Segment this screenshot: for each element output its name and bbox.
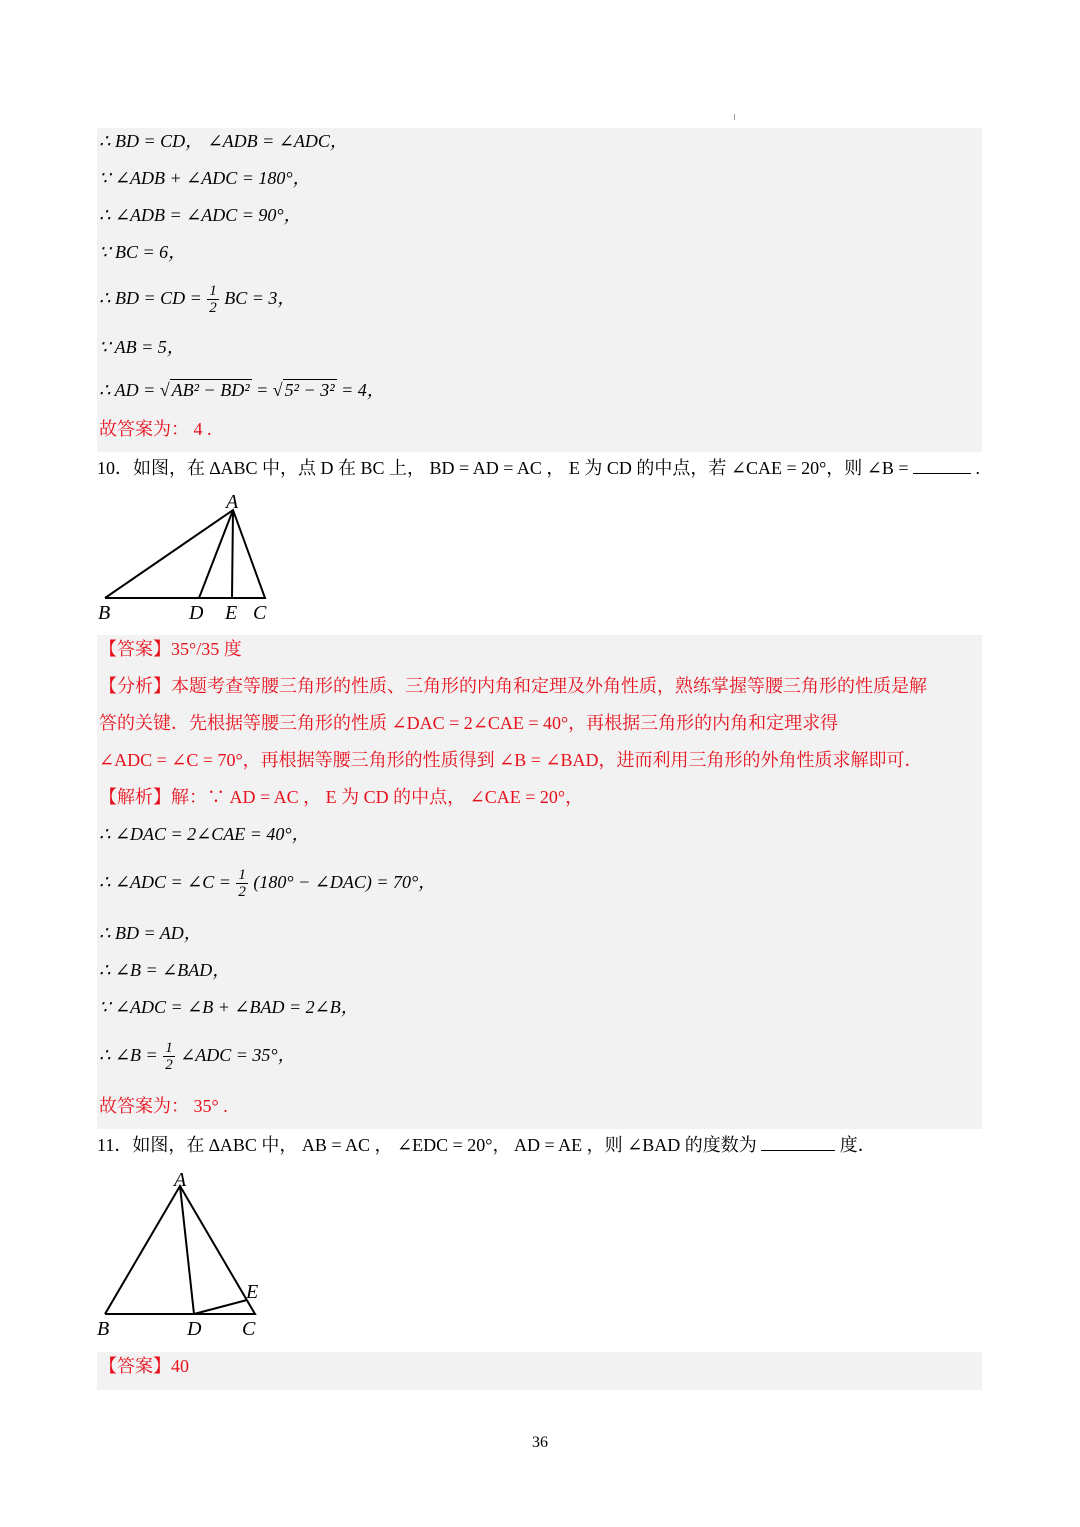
sol9-line-7: ∴ AD = √ AB² − BD² = √ 5² − 3² = 4， xyxy=(99,380,385,400)
analysis-tag: 【分析】 xyxy=(99,676,171,696)
step-2-lhs: ∴ ∠ADC = ∠C = xyxy=(99,872,231,892)
label-E: E xyxy=(246,1281,259,1303)
solution-tag: 【解析】 xyxy=(99,787,171,807)
label-E: E xyxy=(225,602,238,624)
fraction-numerator: 1 xyxy=(209,283,217,300)
sqrt-radicand-1: AB² − BD² xyxy=(171,380,250,400)
question-10-end: . xyxy=(975,458,981,478)
fraction-denominator: 2 xyxy=(209,300,217,317)
sol9-line-5-rhs: BC = 3， xyxy=(224,288,296,308)
sol9-line-4: ∵ BC = 6， xyxy=(99,242,187,262)
q10-analysis-line-2: 答的关键．先根据等腰三角形的性质 ∠DAC = 2∠CAE = 40°，再根据三角形的内角和定理求得 xyxy=(99,713,839,733)
label-B: B xyxy=(98,602,111,624)
page-number: 36 xyxy=(532,1434,548,1451)
fraction-numerator: 1 xyxy=(165,1040,173,1057)
label-A: A xyxy=(226,491,239,513)
fraction-numerator: 1 xyxy=(238,867,246,884)
question-10 xyxy=(97,454,980,480)
q10-step-6 xyxy=(99,1034,296,1076)
q10-answer xyxy=(99,637,242,661)
question-10-text: 10．如图，在 ∆ABC 中，点 D 在 BC 上， BD = AD = AC ， E 为 CD 的中点，若 ∠CAE = 20°，则 ∠B = xyxy=(97,458,909,478)
fraction-half xyxy=(163,1040,175,1073)
answer-blank xyxy=(761,1150,835,1151)
answer-tag: 【答案】 xyxy=(99,639,171,659)
question-11 xyxy=(97,1131,876,1157)
answer-blank xyxy=(913,473,971,474)
label-D: D xyxy=(189,602,204,624)
q10-step-3: ∴ BD = AD， xyxy=(99,923,202,943)
answer-block-11 xyxy=(97,1352,982,1390)
sol9-line-7-lhs: ∴ AD = xyxy=(99,380,156,400)
label-A: A xyxy=(174,1169,187,1191)
answer-value: 35°/35 度 xyxy=(171,639,242,659)
fraction-half xyxy=(207,283,219,316)
q10-step-1: ∴ ∠DAC = 2∠CAE = 40°， xyxy=(99,824,310,844)
question-11-text: 11．如图，在 ∆ABC 中， AB = AC ， ∠EDC = 20°， AD = AE ，则 ∠BAD 的度数为 xyxy=(97,1135,757,1155)
fraction-half xyxy=(236,867,248,900)
sol9-line-2: ∵ ∠ADB + ∠ADC = 180°， xyxy=(99,168,311,188)
sol9-answer: 故答案为： 4 . xyxy=(99,419,212,439)
q10-final-answer: 故答案为： 35° . xyxy=(99,1096,228,1116)
sol9-line-5 xyxy=(99,277,295,319)
answer-tag: 【答案】 xyxy=(99,1356,171,1376)
label-B: B xyxy=(97,1318,110,1340)
q10-analysis-line-3: ∠ADC = ∠C = 70°，再根据等腰三角形的性质得到 ∠B = ∠BAD，进而利用三角形的外角性质求解即可． xyxy=(99,750,923,770)
q10-analysis xyxy=(99,674,927,698)
q10-step-2 xyxy=(99,861,436,903)
sol9-line-7-end: = 4， xyxy=(341,380,385,400)
equals-sign: = xyxy=(256,380,269,400)
answer-value: 40 xyxy=(171,1356,189,1376)
q11-answer xyxy=(99,1354,189,1378)
label-C: C xyxy=(253,602,267,624)
label-C: C xyxy=(242,1318,256,1340)
solution-intro-text: 解：∵ AD = AC ， E 为 CD 的中点， ∠CAE = 20°， xyxy=(171,787,584,807)
figure-q11-triangle xyxy=(92,1164,272,1344)
figure-q10-triangle xyxy=(95,488,285,628)
step-2-rhs: (180° − ∠DAC) = 70°， xyxy=(253,872,437,892)
analysis-line-1: 本题考查等腰三角形的性质、三角形的内角和定理及外角性质，熟练掌握等腰三角形的性质是解 xyxy=(171,676,927,696)
sol9-line-5-lhs: ∴ BD = CD = xyxy=(99,288,202,308)
sqrt-radicand-2: 5² − 3² xyxy=(284,380,335,400)
header-mark xyxy=(734,114,735,120)
sol9-line-6: ∵ AB = 5， xyxy=(99,337,185,357)
q10-solution-intro xyxy=(99,785,583,809)
fraction-denominator: 2 xyxy=(238,884,246,901)
fraction-denominator: 2 xyxy=(165,1057,173,1074)
sol9-line-1: ∴ BD = CD， ∠ADB = ∠ADC， xyxy=(99,131,348,151)
question-11-end: 度． xyxy=(839,1135,876,1155)
step-6-lhs: ∴ ∠B = xyxy=(99,1045,158,1065)
step-6-rhs: ∠ADC = 35°， xyxy=(180,1045,296,1065)
q10-step-4: ∴ ∠B = ∠BAD， xyxy=(99,960,231,980)
label-D: D xyxy=(187,1318,202,1340)
q10-step-5: ∵ ∠ADC = ∠B + ∠BAD = 2∠B， xyxy=(99,997,359,1017)
sol9-line-3: ∴ ∠ADB = ∠ADC = 90°， xyxy=(99,205,302,225)
